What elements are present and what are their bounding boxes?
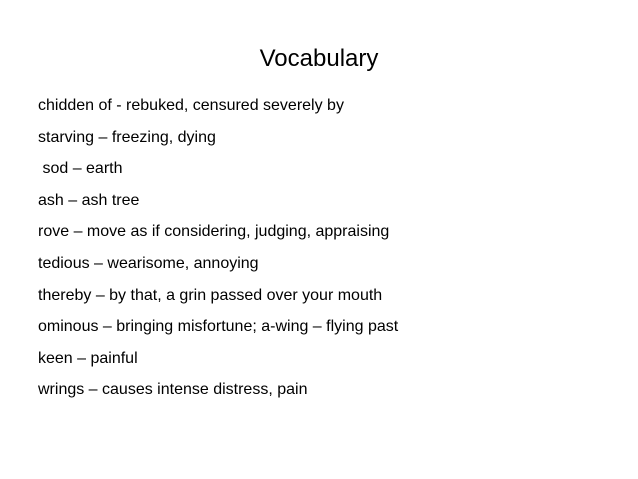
vocabulary-item: wrings – causes intense distress, pain <box>38 381 308 399</box>
vocabulary-item: ominous – bringing misfortune; a-wing – flying past <box>38 318 399 336</box>
vocabulary-item: thereby – by that, a grin passed over your mouth <box>38 286 383 304</box>
vocabulary-item: tedious – wearisome, annoying <box>38 254 259 272</box>
vocabulary-item: ash – ash tree <box>38 191 140 209</box>
slide-title: Vocabulary <box>259 45 379 72</box>
vocabulary-item: keen – painful <box>38 349 138 367</box>
vocabulary-item: starving – freezing, dying <box>38 128 216 146</box>
vocabulary-item: rove – move as if considering, judging, appraising <box>38 223 390 241</box>
vocabulary-list <box>38 96 398 412</box>
vocabulary-item: chidden of - rebuked, censured severely by <box>38 97 344 114</box>
vocabulary-item: sod – earth <box>38 160 123 178</box>
